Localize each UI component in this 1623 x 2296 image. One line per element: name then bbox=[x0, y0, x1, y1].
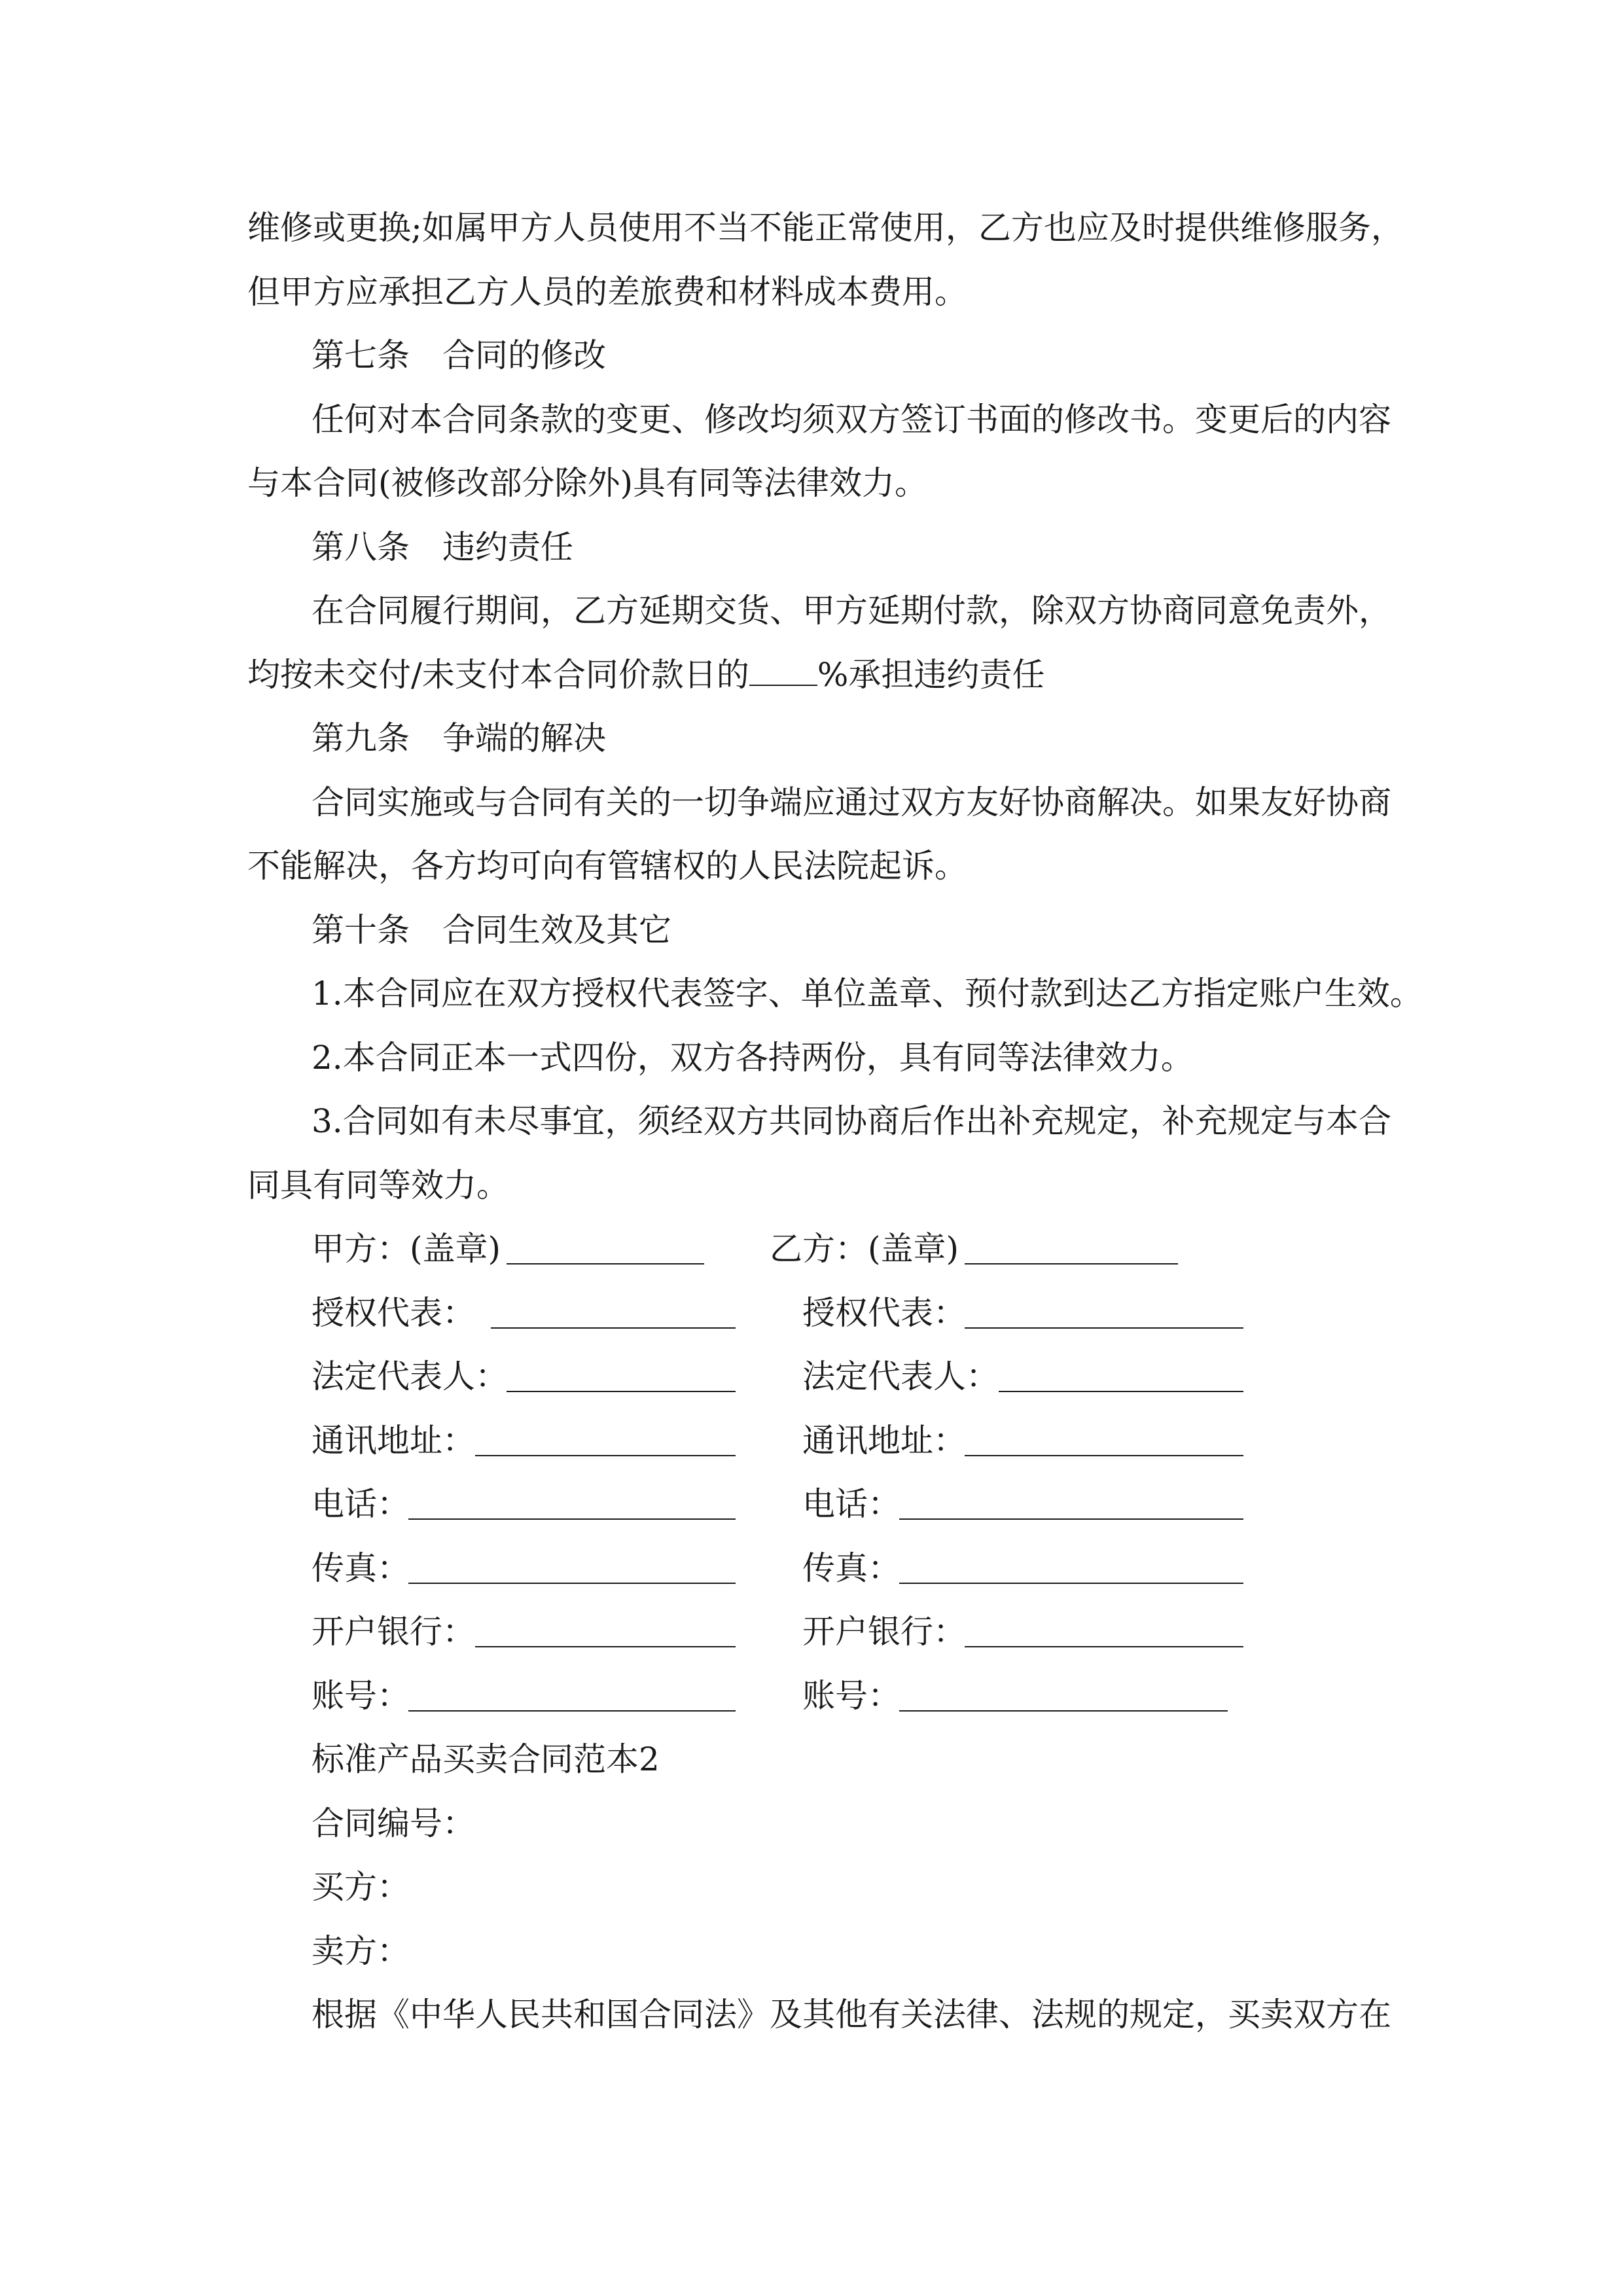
section-heading: 第八条 违约责任 bbox=[312, 528, 573, 566]
party-b-bank-field[interactable] bbox=[965, 1646, 1243, 1647]
paragraph-line: 与本合同(被修改部分除外)具有同等法律效力。 bbox=[247, 464, 928, 502]
party-a-authorized-rep-label: 授权代表： bbox=[312, 1294, 475, 1332]
party-a-authorized-rep-field[interactable] bbox=[491, 1327, 736, 1329]
party-a-seal-field[interactable] bbox=[507, 1263, 704, 1265]
contract-number-label: 合同编号： bbox=[312, 1804, 475, 1842]
party-b-authorized-rep-label: 授权代表： bbox=[802, 1294, 966, 1332]
party-a-legal-rep-label: 法定代表人： bbox=[312, 1357, 508, 1395]
penalty-percent-blank[interactable] bbox=[749, 656, 817, 686]
paragraph-line: 合同实施或与合同有关的一切争端应通过双方友好协商解决。如果友好协商 bbox=[312, 783, 1391, 821]
party-a-fax-label: 传真： bbox=[312, 1549, 410, 1587]
party-b-account-label: 账号： bbox=[802, 1677, 901, 1715]
paragraph-line bbox=[247, 655, 1044, 694]
clause-item: 3.合同如有未尽事宜，须经双方共同协商后作出补充规定，补充规定与本合 bbox=[312, 1102, 1391, 1140]
section-heading: 第九条 争端的解决 bbox=[312, 719, 606, 757]
paragraph-line: 在合同履行期间，乙方延期交货、甲方延期付款，除双方协商同意免责外， bbox=[312, 592, 1391, 630]
paragraph-line: 任何对本合同条款的变更、修改均须双方签订书面的修改书。变更后的内容 bbox=[312, 401, 1391, 439]
penalty-text: 均按未交付/未支付本合同价款日的 bbox=[247, 656, 749, 694]
party-b-phone-field[interactable] bbox=[899, 1518, 1243, 1520]
party-a-phone-field[interactable] bbox=[408, 1518, 736, 1520]
party-a-phone-label: 电话： bbox=[312, 1485, 410, 1523]
clause-item: 1.本合同应在双方授权代表签字、单位盖章、预付款到达乙方指定账户生效。 bbox=[312, 975, 1423, 1013]
party-b-fax-label: 传真： bbox=[802, 1549, 901, 1587]
party-b-fax-field[interactable] bbox=[899, 1583, 1243, 1584]
seller-label: 卖方： bbox=[312, 1932, 410, 1970]
party-a-legal-rep-field[interactable] bbox=[507, 1391, 736, 1392]
party-b-legal-rep-label: 法定代表人： bbox=[802, 1357, 999, 1395]
paragraph-line: 同具有同等效力。 bbox=[247, 1166, 509, 1204]
party-a-account-field[interactable] bbox=[408, 1710, 736, 1712]
party-a-bank-label: 开户银行： bbox=[312, 1613, 475, 1651]
party-b-legal-rep-field[interactable] bbox=[999, 1391, 1243, 1392]
party-b-account-field[interactable] bbox=[899, 1710, 1228, 1712]
paragraph-line: 但甲方应承担乙方人员的差旅费和材料成本费用。 bbox=[247, 273, 967, 311]
party-a-account-label: 账号： bbox=[312, 1677, 410, 1715]
party-b-phone-label: 电话： bbox=[802, 1485, 901, 1523]
party-b-bank-label: 开户银行： bbox=[802, 1613, 966, 1651]
party-a-address-label: 通讯地址： bbox=[312, 1422, 475, 1460]
party-a-fax-field[interactable] bbox=[408, 1583, 736, 1584]
section-heading: 第七条 合同的修改 bbox=[312, 336, 606, 374]
party-a-address-field[interactable] bbox=[475, 1455, 736, 1456]
penalty-text-suffix: %承担违约责任 bbox=[817, 656, 1045, 694]
party-a-label: 甲方：(盖章) bbox=[312, 1230, 501, 1268]
party-b-seal-field[interactable] bbox=[965, 1263, 1178, 1265]
buyer-label: 买方： bbox=[312, 1868, 410, 1906]
clause-item: 2.本合同正本一式四份，双方各持两份，具有同等法律效力。 bbox=[312, 1039, 1194, 1077]
party-a-bank-field[interactable] bbox=[475, 1646, 736, 1647]
paragraph-line: 维修或更换;如属甲方人员使用不当不能正常使用，乙方也应及时提供维修服务， bbox=[247, 209, 1404, 247]
contract2-intro: 根据《中华人民共和国合同法》及其他有关法律、法规的规定，买卖双方在 bbox=[312, 1996, 1391, 2034]
party-b-address-label: 通讯地址： bbox=[802, 1422, 966, 1460]
paragraph-line: 不能解决，各方均可向有管辖权的人民法院起诉。 bbox=[247, 847, 967, 885]
party-b-label: 乙方：(盖章) bbox=[770, 1230, 959, 1268]
party-b-address-field[interactable] bbox=[965, 1455, 1243, 1456]
section-heading: 第十条 合同生效及其它 bbox=[312, 911, 671, 949]
party-b-authorized-rep-field[interactable] bbox=[965, 1327, 1243, 1329]
contract2-title: 标准产品买卖合同范本2 bbox=[312, 1740, 660, 1778]
